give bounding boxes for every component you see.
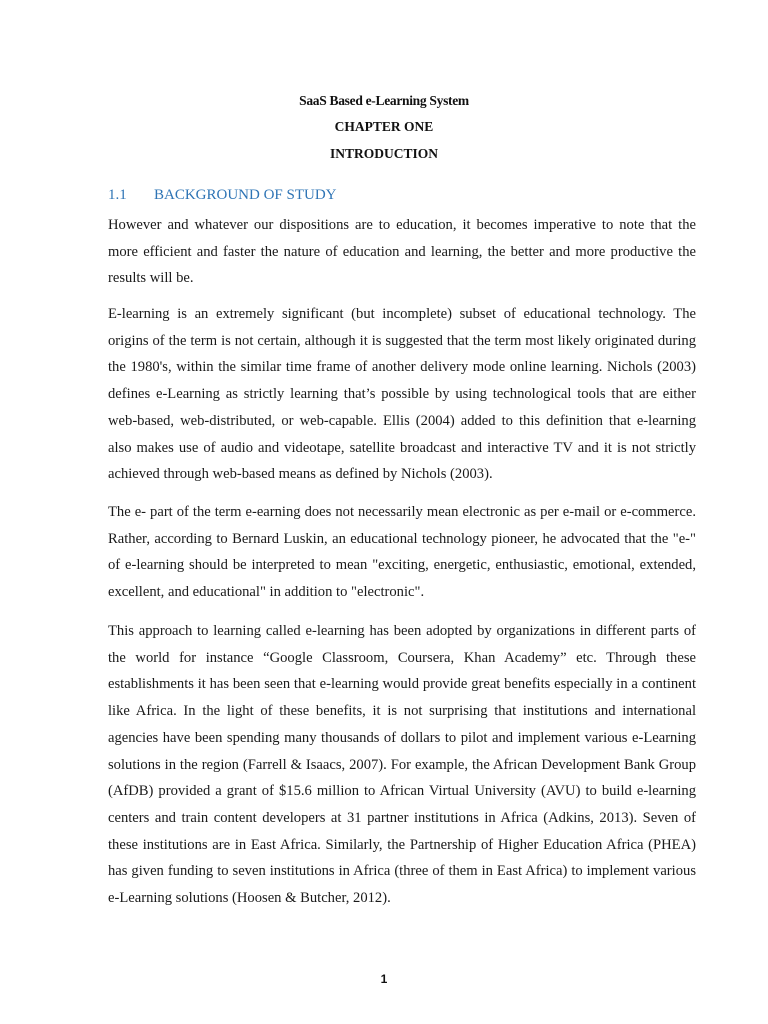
- body-paragraph: E-learning is an extremely significant (but incomplete) subset of educational technology. The origins of the term is not certain, although it is suggested that the term most likely originated during the 1980's, within the similar time frame of another delivery mode online learning. Nichols (2003) defines e-Learning as strictly learning that’s possible by using technological tools that are either web-based, web-distributed, or web-capable. Ellis (2004) added to this definition that e-learning also makes use of audio and videotape, satellite broadcast and interactive TV and it is not strictly achieved through web-based means as defined by Nichols (2003).: [108, 306, 696, 483]
- section-title: BACKGROUND OF STUDY: [154, 187, 337, 203]
- section-heading: [108, 187, 337, 204]
- chapter-label: CHAPTER ONE: [334, 119, 434, 134]
- section-number: 1.1: [108, 187, 127, 203]
- body-paragraph: The e- part of the term e-earning does not necessarily mean electronic as per e-mail or e-commerce. Rather, according to Bernard Luskin, an educational technology pioneer, he advocated that the "e-" of e-learning should be interpreted to mean "exciting, energetic, enthusiastic, emotional, extended, excellent, and educational" in addition to "electronic".: [108, 504, 696, 601]
- chapter-title: INTRODUCTION: [329, 146, 438, 161]
- page-number: 1: [380, 972, 388, 986]
- body-paragraph: This approach to learning called e-learning has been adopted by organizations in different parts of the world for instance “Google Classroom, Coursera, Khan Academy” etc. Through these establishments it has been seen that e-learning would provide great benefits especially in a continent like Africa. In the light of these benefits, it is not surprising that institutions and international agencies have been spending many thousands of dollars to pilot and implement various e-Learning solutions in the region (Farrell & Isaacs, 2007). For example, the African Development Bank Group (AfDB) provided a grant of $15.6 million to African Virtual University (AVU) to build e-learning centers and train content developers at 31 partner institutions in Africa (Adkins, 2013). Seven of these institutions are in East Africa. Similarly, the Partnership of Higher Education Africa (PHEA) has given funding to seven institutions in Africa (three of them in East Africa) to implement various e-Learning solutions (Hoosen & Butcher, 2012).: [108, 623, 696, 907]
- body-paragraph: However and whatever our dispositions are to education, it becomes imperative to note that the more efficient and faster the nature of education and learning, the better and more productive the results will be.: [108, 217, 696, 287]
- document-title: SaaS Based e-Learning System: [299, 93, 469, 108]
